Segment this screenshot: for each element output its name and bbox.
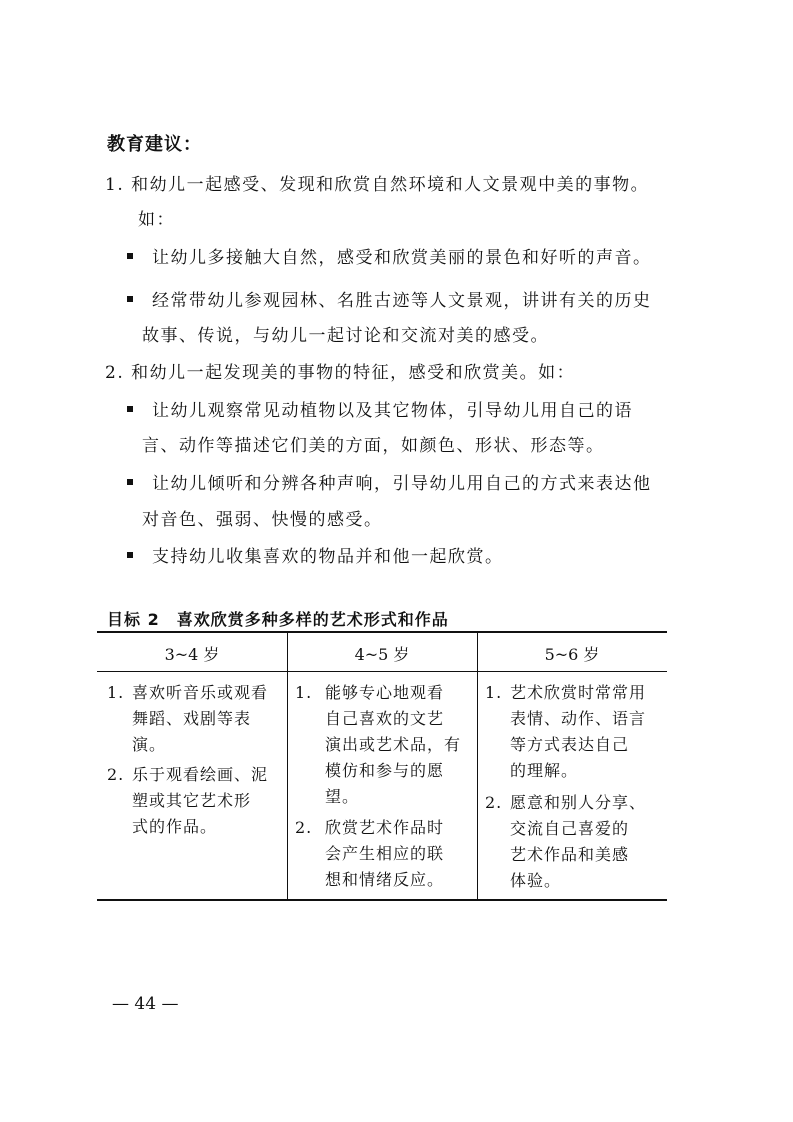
page-number: — 44 — bbox=[112, 994, 179, 1014]
cell-line: 艺术欣赏时常常用 bbox=[510, 683, 647, 702]
table-cell-item bbox=[485, 790, 663, 896]
cell-line: 交流自己喜爱的 bbox=[510, 819, 630, 838]
column-divider bbox=[477, 633, 478, 899]
cell-line: 塑或其它艺术形 bbox=[132, 791, 252, 810]
item-number: 2. bbox=[295, 818, 313, 837]
cell-line: 愿意和别人分享、 bbox=[510, 793, 647, 812]
table-cell-item bbox=[295, 815, 473, 895]
bullet-text-continuation: 言、动作等描述它们美的方面，如颜色、形状、形态等。 bbox=[142, 436, 605, 456]
suggestion-item-1 bbox=[105, 170, 649, 195]
bullet-square-icon bbox=[127, 253, 133, 259]
cell-line: 欣赏艺术作品时 bbox=[325, 818, 445, 837]
table-cell-item bbox=[485, 680, 663, 786]
suggestion-item-2 bbox=[105, 358, 575, 383]
cell-line: 艺术作品和美感 bbox=[510, 845, 630, 864]
item-number: 1. bbox=[295, 683, 313, 702]
cell-line: 模仿和参与的愿 bbox=[325, 761, 445, 780]
bullet-text: 让幼儿倾听和分辨各种声响，引导幼儿用自己的方式来表达他 bbox=[152, 474, 652, 494]
cell-line: 表情、动作、语言 bbox=[510, 709, 647, 728]
bullet-text-continuation: 故事、传说，与幼儿一起讨论和交流对美的感受。 bbox=[142, 326, 549, 346]
cell-line: 自己喜欢的文艺 bbox=[325, 709, 445, 728]
suggestion-item-1-continuation: 如： bbox=[138, 210, 175, 230]
bullet-text: 让幼儿多接触大自然，感受和欣赏美丽的景色和好听的声音。 bbox=[152, 248, 652, 268]
bullet-square-icon bbox=[127, 479, 133, 485]
bullet-text-continuation: 对音色、强弱、快慢的感受。 bbox=[142, 510, 383, 530]
item-number: 2. bbox=[105, 363, 125, 383]
column-divider bbox=[287, 633, 288, 899]
cell-line: 喜欢听音乐或观看 bbox=[132, 683, 269, 702]
item-text: 和幼儿一起发现美的事物的特征，感受和欣赏美。如： bbox=[131, 363, 576, 383]
item-number: 1. bbox=[107, 683, 125, 702]
bullet-text: 经常带幼儿参观园林、名胜古迹等人文景观，讲讲有关的历史 bbox=[152, 291, 652, 311]
cell-line: 的理解。 bbox=[510, 761, 579, 780]
table-cell-item bbox=[107, 680, 282, 760]
bullet-square-icon bbox=[127, 296, 133, 302]
cell-line: 会产生相应的联 bbox=[325, 844, 445, 863]
column-header-5-6: 5~6 岁 bbox=[544, 645, 600, 664]
cell-line: 舞蹈、戏剧等表 bbox=[132, 709, 252, 728]
cell-line: 演。 bbox=[132, 735, 167, 754]
cell-line: 想和情绪反应。 bbox=[325, 870, 445, 889]
table-cell-item bbox=[107, 762, 282, 842]
bullet-square-icon bbox=[127, 406, 133, 412]
item-number: 1. bbox=[485, 683, 503, 702]
item-text: 和幼儿一起感受、发现和欣赏自然环境和人文景观中美的事物。 bbox=[131, 175, 650, 195]
bullet-square-icon bbox=[127, 552, 133, 558]
item-number: 2. bbox=[485, 793, 503, 812]
column-header-4-5: 4~5 岁 bbox=[354, 645, 410, 664]
cell-line: 乐于观看绘画、泥 bbox=[132, 765, 269, 784]
cell-line: 等方式表达自己 bbox=[510, 735, 630, 754]
cell-line: 演出或艺术品，有 bbox=[325, 735, 462, 754]
goal-table bbox=[97, 631, 667, 901]
bullet-text: 支持幼儿收集喜欢的物品并和他一起欣赏。 bbox=[152, 547, 504, 567]
education-suggestions-heading: 教育建议： bbox=[107, 134, 202, 155]
item-number: 1. bbox=[105, 175, 125, 195]
column-header-3-4: 3~4 岁 bbox=[164, 645, 220, 664]
cell-line: 望。 bbox=[325, 787, 360, 806]
bullet-text: 让幼儿观察常见动植物以及其它物体，引导幼儿用自己的语 bbox=[152, 401, 633, 421]
goal-title: 目标 2 喜欢欣赏多种多样的艺术形式和作品 bbox=[107, 610, 449, 629]
table-cell-item bbox=[295, 680, 473, 812]
cell-line: 体验。 bbox=[510, 871, 562, 890]
item-number: 2. bbox=[107, 765, 125, 784]
cell-line: 式的作品。 bbox=[132, 817, 218, 836]
cell-line: 能够专心地观看 bbox=[325, 683, 445, 702]
header-divider bbox=[97, 671, 667, 672]
